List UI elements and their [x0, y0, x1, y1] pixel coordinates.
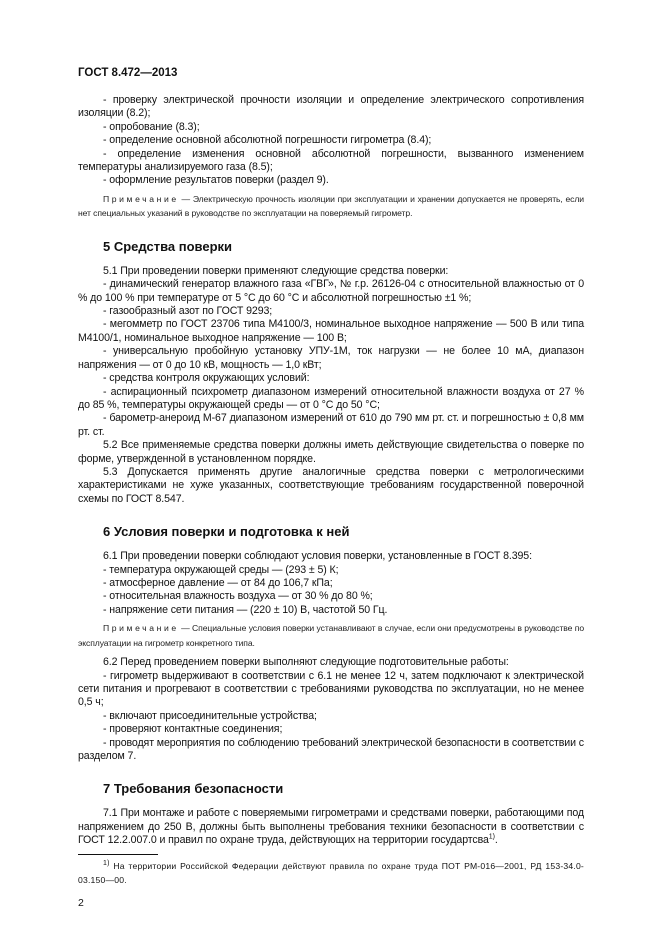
page-number: 2	[78, 896, 84, 909]
footnote-mark: 1)	[103, 859, 110, 867]
paragraph: - аспирационный психрометр диапазоном измерений относительной влажности воздуха от 27 % до 85 %, температуры окружающей среды — от 0 °С до 50 °С;	[78, 385, 584, 411]
paragraph: 5.3 Допускается применять другие аналогичные средства поверки с метрологическими характеристиками не хуже указанных, соответствующие требованиям государственной поверочной схемы по ГОСТ 8.547.	[78, 465, 584, 505]
paragraph: - проводят мероприятия по соблюдению требований электрической безопасности в соответствии с разделом 7.	[78, 736, 584, 763]
paragraph: - универсальную пробойную установку УПУ-1М, ток нагрузки — не более 10 мА, диапазон напряжения — от 0 до 10 кВ, мощность — 1,0 кВт;	[78, 345, 584, 371]
document-header: ГОСТ 8.472—2013	[78, 67, 178, 79]
list-item: - опробование (8.3);	[103, 120, 200, 133]
note-label: Примечание	[103, 623, 179, 634]
paragraph: 6.2 Перед проведением поверки выполняют следующие подготовительные работы:	[103, 656, 509, 669]
list-item: - оформление результатов поверки (раздел 9).	[103, 174, 329, 187]
paragraph: - атмосферное давление — от 84 до 106,7 кПа;	[103, 576, 333, 589]
paragraph: - напряжение сети питания — (220 ± 10) В, частотой 50 Гц.	[103, 603, 388, 616]
paragraph: - мегомметр по ГОСТ 23706 типа М4100/3, номинальное выходное напряжение — 500 В или типа М4100/1, номинальное выходное напряжение — 100 В;	[78, 318, 584, 344]
paragraph: - относительная влажность воздуха — от 30 % до 80 %;	[103, 590, 373, 603]
paragraph: - динамический генератор влажного газа «ГВГ», № г.р. 26126-04 с относительной влажностью от 0 % до 100 % при температуре от 5 °С до 60 °С и абсолютной погрешностью ±1 %;	[78, 278, 584, 304]
section-heading-5: 5 Средства поверки	[103, 238, 233, 254]
note	[78, 192, 584, 221]
paragraph: 6.1 При проведении поверки соблюдают условия поверки, установленные в ГОСТ 8.395:	[103, 550, 532, 563]
section-heading-6: 6 Условия поверки и подготовка к ней	[103, 524, 350, 540]
paragraph: - проверяют контактные соединения;	[103, 723, 283, 736]
paragraph: - гигрометр выдерживают в соответствии с 6.1 не менее 12 ч, затем подключают к электрической сети питания и прогревают в соответствии с требованиями руководства по эксплуатации, но не менее 0,5 ч;	[78, 669, 584, 709]
paragraph: - барометр-анероид М-67 диапазоном измерений от 610 до 790 мм рт. ст. и погрешностью ± 0,8 мм рт. ст.	[78, 412, 584, 438]
list-item: - проверку электрической прочности изоляции и определение электрического сопротивления изоляции (8.2);	[78, 94, 584, 120]
paragraph-text: 7.1 При монтаже и работе с поверяемыми гигрометрами и средствами поверки, работающими под напряжением до 250 В, должны быть выполнены требования техники безопасности в соответствии с ГОСТ 12.2.007.0 и правил по охране труда, действующих на территории государтсва	[78, 807, 584, 847]
footnote-reference: 1)	[488, 833, 495, 841]
footnote-text: На территории Российской Федерации действуют правила по охране труда ПОТ РМ-016—2001, РД 153-34.0-03.150—00.	[78, 860, 584, 886]
paragraph: 5.2 Все применяемые средства поверки должны иметь действующие свидетельства о поверке по форме, утвержденной в установленном порядке.	[78, 439, 584, 465]
document-page	[78, 66, 584, 909]
section-6-body	[78, 550, 584, 763]
paragraph: 5.1 При проведении поверки применяют следующие средства поверки:	[103, 264, 449, 277]
footnote-divider	[78, 854, 158, 855]
list-item: - определение изменения основной абсолютной погрешности, вызванного изменением температуры анализируемого газа (8.5);	[78, 147, 584, 174]
footnote	[78, 859, 584, 888]
section-heading-7: 7 Требования безопасности	[103, 781, 284, 797]
note-text: — Электрическую прочность изоляции при эксплуатации и хранении допускается не проверять, если нет специальных указаний в руководстве по эксплуатации на поверяемый гигрометр.	[78, 193, 584, 219]
note-text: — Специальные условия поверки устанавливают в случае, если они предусмотрены в руководстве по эксплуатации на гигрометр конкретного типа.	[78, 623, 584, 648]
paragraph: - температура окружающей среды — (293 ± 5) К;	[103, 563, 339, 576]
intro-list	[78, 94, 584, 188]
note	[78, 621, 584, 650]
paragraph: 7.1 При монтаже и работе с поверяемыми гигрометрами и средствами поверки, работающими под напряжением до 250 В, должны быть выполнены требования техники безопасности в соответствии с ГОСТ 12.2.007.0 и правил по охране труда, действующих на территории государтсва$^{1)}$.	[78, 807, 584, 847]
note-label: Примечание	[103, 193, 179, 204]
paragraph: - средства контроля окружающих условий:	[103, 372, 310, 385]
section-5-body	[78, 265, 584, 506]
paragraph: - газообразный азот по ГОСТ 9293;	[103, 305, 273, 318]
paragraph: - включают присоединительные устройства;	[103, 709, 317, 722]
list-item: - определение основной абсолютной погрешности гигрометра (8.4);	[103, 134, 432, 147]
